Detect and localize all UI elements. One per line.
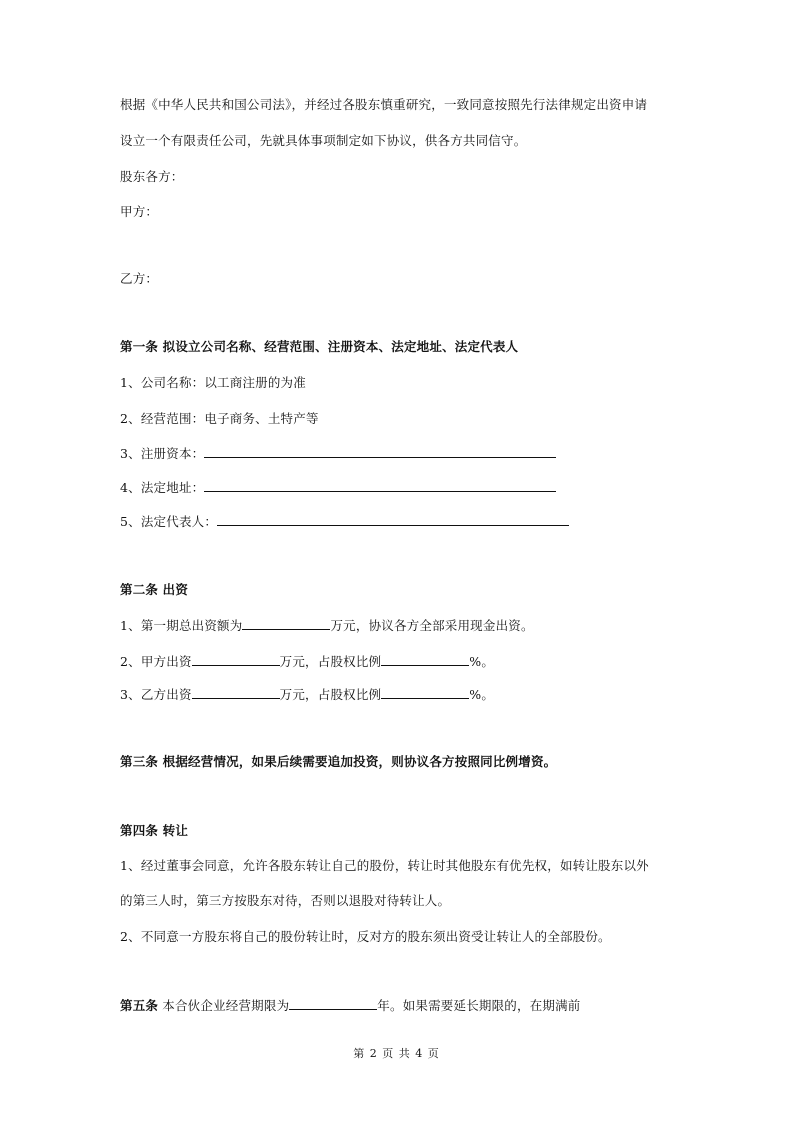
- total-investment-label: 1、第一期总出资额为: [120, 618, 243, 633]
- article4-title: 第四条 转让: [120, 823, 189, 838]
- party-a-share-suffix: %。: [469, 654, 495, 669]
- intro-line-1: 根据《中华人民共和国公司法》，并经过各股东慎重研究，一致同意按照先行法律规定出资申请: [120, 97, 648, 112]
- total-investment-suffix: 万元，协议各方全部采用现金出资。: [330, 618, 534, 633]
- article4-item1-line1: 1、经过董事会同意，允许各股东转让自己的股份，转让时其他股东有优先权，如转让股东以外: [120, 858, 649, 873]
- party-b-share-blank[interactable]: [381, 685, 469, 699]
- article3-title: 第三条 根据经营情况，如果后续需要追加投资，则协议各方按照同比例增资。: [120, 754, 557, 769]
- registered-capital-blank[interactable]: [204, 444, 556, 458]
- party-a-investment-blank[interactable]: [192, 652, 280, 666]
- total-investment-blank[interactable]: [242, 616, 330, 630]
- party-b-share-suffix: %。: [469, 687, 495, 702]
- page-footer: 第 2 页 共 4 页: [353, 1047, 440, 1060]
- article1-item1: 1、公司名称：以工商注册的为准: [120, 375, 306, 390]
- article1-item2: 2、经营范围：电子商务、土特产等: [120, 411, 319, 426]
- article5-title: 第五条: [120, 998, 159, 1013]
- party-b-investment-label: 3、乙方出资: [120, 687, 192, 702]
- party-b-investment-blank[interactable]: [192, 685, 280, 699]
- party-a-label: 甲方：: [120, 204, 159, 219]
- party-a-share-label: 万元，占股权比例: [279, 654, 382, 669]
- legal-address-label: 4、法定地址：: [120, 480, 205, 495]
- article1-title: 第一条 拟设立公司名称、经营范围、注册资本、法定地址、法定代表人: [120, 339, 519, 354]
- article2-item1: [120, 616, 534, 635]
- article2-item3: [120, 685, 494, 704]
- article4-item1-line2: 的第三人时，第三方按股东对待，否则以退股对待转让人。: [120, 893, 451, 908]
- article5-line: [120, 996, 581, 1015]
- party-a-share-blank[interactable]: [381, 652, 469, 666]
- business-term-blank[interactable]: [289, 996, 377, 1010]
- legal-representative-blank[interactable]: [217, 512, 569, 526]
- party-b-share-label: 万元，占股权比例: [279, 687, 382, 702]
- party-b-label: 乙方：: [120, 271, 159, 286]
- article5-text-a: 本合伙企业经营期限为: [158, 998, 290, 1013]
- article4-item2: 2、不同意一方股东将自己的股份转让时，反对方的股东须出资受让转让人的全部股份。: [120, 929, 611, 944]
- article1-item3: [120, 444, 556, 463]
- intro-line-2: 设立一个有限责任公司，先就具体事项制定如下协议，供各方共同信守。: [120, 133, 527, 148]
- article2-item2: [120, 652, 494, 671]
- article1-item4: [120, 478, 556, 497]
- parties-heading: 股东各方：: [120, 169, 184, 184]
- article2-title: 第二条 出资: [120, 582, 189, 597]
- article5-text-b: 年。如果需要延长期限的，在期满前: [377, 998, 581, 1013]
- legal-address-blank[interactable]: [204, 478, 556, 492]
- legal-representative-label: 5、法定代表人：: [120, 514, 218, 529]
- article1-item5: [120, 512, 569, 531]
- party-a-investment-label: 2、甲方出资: [120, 654, 192, 669]
- registered-capital-label: 3、注册资本：: [120, 446, 205, 461]
